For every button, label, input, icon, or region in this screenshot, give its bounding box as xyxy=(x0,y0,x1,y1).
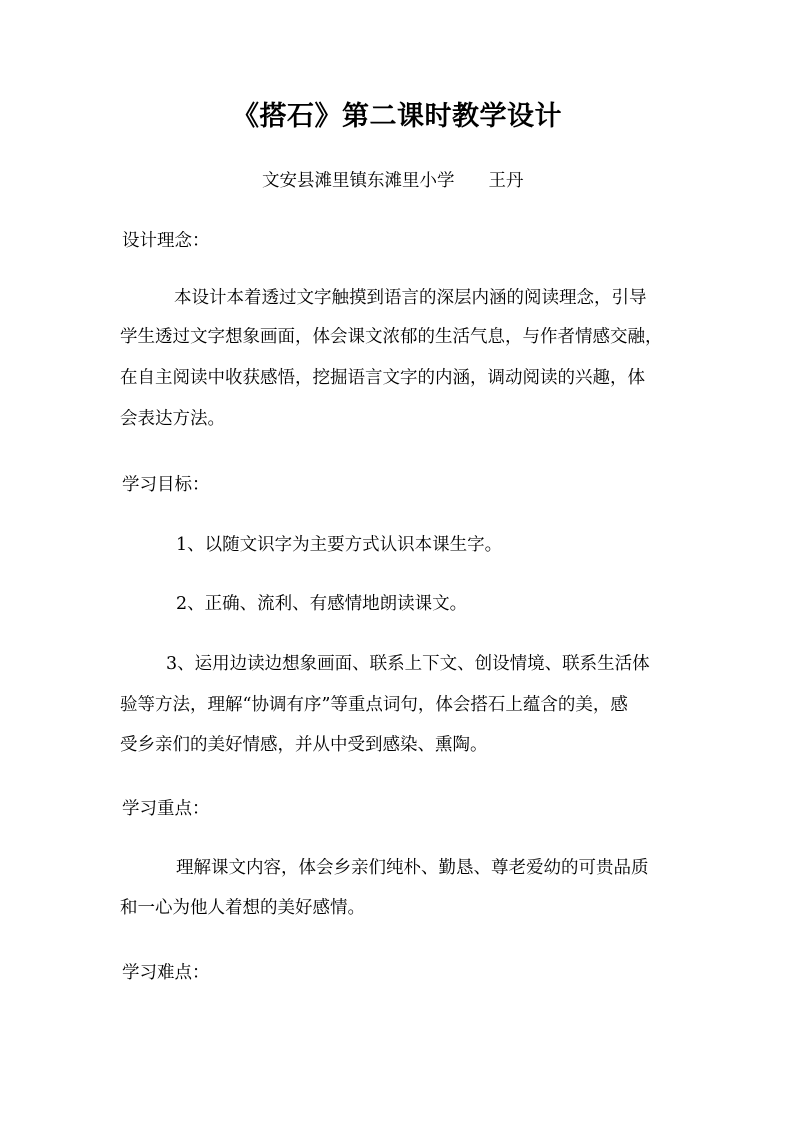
key-line: 和一心为他人着想的美好感情。 xyxy=(120,898,365,918)
key-line: 理解课文内容，体会乡亲们纯朴、勤恳、尊老爱幼的可贵品质 xyxy=(176,858,649,878)
goal-item-2: 2、正确、流利、有感情地朗读课文。 xyxy=(176,594,468,614)
author-school: 文安县滩里镇东滩里小学 xyxy=(262,171,455,191)
goal-item-3-line: 验等方法，理解“协调有序”等重点词句，体会搭石上蕴含的美，感 xyxy=(120,695,628,715)
author-line xyxy=(262,166,524,196)
difficulty-heading: 学习难点： xyxy=(122,963,210,983)
key-heading: 学习重点： xyxy=(122,799,210,819)
goals-heading: 学习目标： xyxy=(122,475,210,495)
document-title: 《搭石》第二课时教学设计 xyxy=(232,101,562,132)
concept-line: 会表达方法。 xyxy=(120,409,225,429)
concept-heading: 设计理念： xyxy=(122,231,210,251)
concept-line: 学生透过文字想象画面，体会课文浓郁的生活气息，与作者情感交融， xyxy=(120,327,663,347)
author-name: 王丹 xyxy=(488,171,524,191)
goal-item-3-line: 受乡亲们的美好情感，并从中受到感染、熏陶。 xyxy=(120,735,488,755)
goal-item-3-line: 3、运用边读边想象画面、联系上下文、创设情境、联系生活体 xyxy=(166,654,650,674)
goal-item-1: 1、以随文识字为主要方式认识本课生字。 xyxy=(176,535,503,555)
concept-line: 本设计本着透过文字触摸到语言的深层内涵的阅读理念，引导 xyxy=(174,288,647,308)
concept-line: 在自主阅读中收获感悟，挖掘语言文字的内涵，调动阅读的兴趣，体 xyxy=(120,368,645,388)
